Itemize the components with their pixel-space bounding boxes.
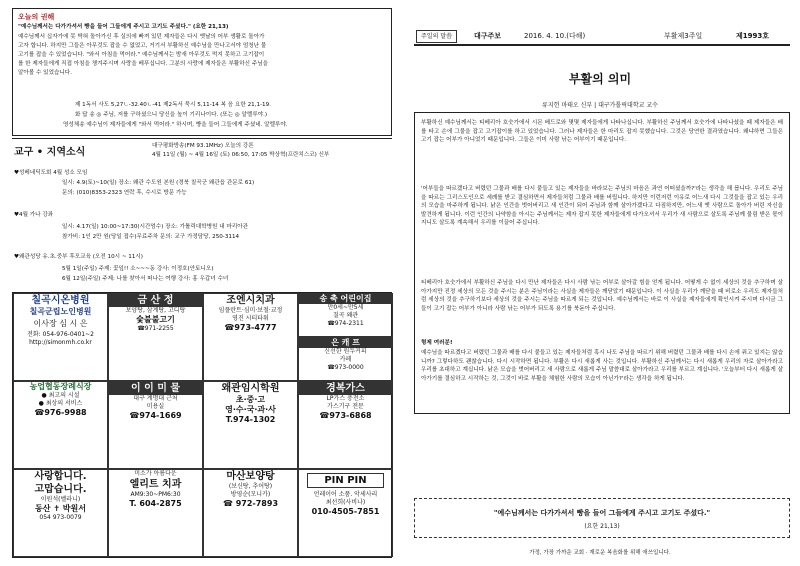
ad-geumsanjeong: 금 산 정 보양탕, 삼계탕, 고디탕 숯불불고기 ☎971-2255 (108, 293, 203, 381)
devotion-box (12, 8, 392, 136)
psalm-response: 화 답 송 ◎ 주님, 저를 구하셨으니 당신을 높이 기리나이다. (또는 ◎ 알렐루야.) (75, 112, 268, 118)
news-item-9: 6월 12일(주일) 주제: 나를 찾아서 떠나는 여행 강사: 홍 우갑녀 수녀 (62, 276, 229, 282)
ad-sion-hospital: 칠곡시온병원 칠곡군립노인병원 이사장 심 시 은 전화: 054-976-0401~2 http://simonmh.co.kr (13, 293, 108, 381)
article-p3: 티베리아 호숫가에서 부활하신 주님을 다시 만난 제자들은 다시 사람 낚는 어부로 살아갈 힘을 얻게 됩니다. 어떻게 수 없이 세상의 것을 추구하며 살아가지만 진정 세상의 모든 것을 주시는 분은 주님이라는 사실을 제자들은 깨닫았기 때문입니다. 이 사실을 우리가 깨닫을 때 비로소 우리도 제자들처럼 세상의 것을 추구하기보다 세상의 것을 주시는 주님을 따르게 되는 것입니다. 예수님께서는 바로 이 사실을 제자들에게 확인시켜 주시며 다시금 그들이 고기 잡는 어부가 아니라 사람 낚는 어부가 되도록 용기를 북돋아 주십니다. (421, 280, 783, 312)
ad-salon: 이 이 미 물 대구 계명대 근처 미용실 ☎974-1669 (108, 381, 203, 469)
ad-pinpin: PIN PIN 언레이어 소품. 악세사리 최선희(사비나) 010-4505-7851 (298, 469, 393, 557)
ad-dental-1: 조엔시치과 임플란트·심미·보철·교정 영진 시티타워 ☎973-4777 (203, 293, 298, 381)
devotion-line-4: 를 한 제자들에게 직접 아침을 챙겨주시며 사랑을 베푸십니다. 그분의 사랑에 제자들은 부활하신 주님을 (18, 61, 269, 67)
article-p1: 부활하신 예수님께서는 티베리아 호숫가에서 시몬 베드로와 몇몇 제자들에게 나타나십니다. 부활하신 주님께서 호숫가에 나타나셨을 때 제자들은 배를 타고 손에 그물을 잡고 고기잡이를 하고 있었습니다. 그러나 제자들은 한 마리도 잡지 못했습니다. 그것은 당연한 결과였습니다. 왜냐하면 그들은 고기 잡는 어부가 아니었기 때문입니다. 그들은 이미 사람 낚는 어부이기 때문입니다. (421, 120, 783, 144)
devotion-verse: "예수님께서는 다가가셔서 빵을 들어 그들에게 주시고 고기도 주셨다." (요한 21,13) (18, 24, 229, 30)
news-item-6: 참가비: 1인 2만 원(당일 접수)무료주차 문의: 교구 가정담당, 250-3114 (62, 234, 240, 240)
devotion-line-3: 고기를 잡을 수 있었습니다. "와서 아침을 먹어라." 예수님께서는 밤새 아무것도 먹지 못하고 고기잡이 (18, 52, 265, 58)
news-item-4: ♥4월 가나 강좌 (14, 212, 54, 218)
devotion-line-1: 예수님께서 십자가에 못 박혀 돌아가신 후 실의에 빠져 있던 제자들은 다시 옛날의 어부 생활로 돌아가 (18, 34, 265, 40)
footer: 가정, 가장 가까운 교회 · 재로운 복음화를 위해 애쓰입니다. (529, 550, 671, 556)
article-p4: 예수님을 따르겠다고 버렸던 그물과 배를 다시 붙들고 있는 제자들처럼 혹시 나도 주님을 따르기 위해 버렸던 그물과 배를 다시 손에 쥐고 있지는 않습니까? 그렇다하도 괜찮습니다. 다시 시작하면 됩니다. 부활은 다시 새롭게 사는 것입니다. 부활하신 주님께서는 다시 새롭게 우리의 자로 살아가라고 우리를 초대하고 계십니다. 낡은 모습을 벗어버리고 새 사람으로 새롭게 주님 말씀대로 살아가라고 우리를 부르고 계십니다. '오늘부터 다시 새롭게 살아가기를 결심하고 시작하는 것, 그것이 바로 부활을 체험한 사람의 모습이 아닌가?'라는 생각을 하게 됩니다. (421, 350, 783, 382)
quote-text: "예수님께서는 다가가셔서 빵을 들어 그들에게 주시고 고기도 주셨다." (493, 509, 711, 517)
radio-line-1: 대구평화방송(FM 93.1MHz) 오늘의 강론 (152, 143, 254, 149)
devotion-line-2: 고자 합니다. 하지만 그들은 아무것도 잡을 수 없었고, 거기서 부활하신 예수님을 만나고서야 엄청난 물 (18, 43, 267, 49)
header-week: 부활제3주일 (664, 32, 703, 40)
article-author: 류지헌 마태오 신부 | 대구가톨릭대학교 교수 (542, 102, 658, 109)
radio-line-2: 4월 11일 (월) ~ 4월 16일 (토) 06:50, 17:05 박상혁(프란치스코) 신부 (152, 152, 330, 158)
news-item-1: ♥성베네딕도회 4월 성소 모임 (14, 170, 88, 176)
right-page (400, 0, 800, 566)
header-tag: 주일의 말씀 (416, 30, 457, 43)
ad-kindergarten: 송 축 어린이집 만0세~만5세 칠곡 왜관 ☎974-2311 (298, 293, 393, 337)
article-salute: 형제 여러분! (421, 340, 453, 346)
quote-box (414, 498, 790, 538)
news-item-5: 일시: 4.17(일) 10:00~17:30(시간엄수) 장소: 가톨릭대학병원 내 마리아관 (62, 224, 249, 230)
article-p2: '어부들을 따르겠다고 버렸던 그물과 배를 다시 붙들고 있는 제자들을 바라보는 주님의 마음은 과연 어떠셨을까?'라는 생각을 해 봅니다. 우리도 주님을 따르는 그리스도인으로 세례를 받고 결심하면서 제자들처럼 그물과 배를 버립니다. 하지만 이런저런 이유로 어느새 다시 그것들을 잡고 있는 우리의 모습을 마주하게 됩니다. 낡은 인간을 벗어버리고 새 인간이 되어 주님과 함께 살아가겠다고 다짐하지만, 어느새 옛 사람으로 돌아가 버린 자신을 발견하게 됩니다. 이런 인간의 나약함을 아시는 주님께서는 제자 잡지 못한 제자들에게 다가오셔서 우리가 새 사람으로 살도록 주님께 불림 받은 몫이 지니도 살도록 계속해서 우리를 이끌어 주십니다. (421, 186, 783, 227)
news-item-2: 일시: 4.9(토)~10(일) 장소: 왜관 수도원 본원 (경북 칠곡군 왜관읍 관문로 61) (62, 180, 255, 186)
devotion-title: 오늘의 권해 (18, 13, 55, 21)
ad-thanks: 사랑합니다. 고맙습니다. 이원석(벨라니) 동산 ✝ 박원서 054 973-0079 (13, 469, 108, 557)
header-issue: 제1993호 (736, 32, 770, 40)
article-title: 부활의 의미 (568, 72, 632, 86)
ad-elite-dental: 미소가 아름다운 엘리트 치과 AM9:30~PM6:30 T. 604-2875 (108, 469, 203, 557)
header-date: 2016. 4. 10.(다해) (524, 32, 586, 40)
news-item-7: ♥왜관성당 유.초.중부 후모교육 (오전 10시 ~ 11시) (14, 254, 143, 260)
news-item-8: 5월 1일(주일) 주제: 꽃잎!! 소~~~동 강사: 이정호(안토니오) (62, 266, 214, 272)
ad-academy: 왜관임시학원 초·중·고 영·수·국·과·사 T.974-1302 (203, 381, 298, 469)
ad-masan: 마산보양탕 (보신탕, 추어탕) 방영순(모니카) ☎ 972-7893 (203, 469, 298, 557)
ad-gas: 경복가스 LP가스 충전소 가스기구 전문 ☎973-6868 (298, 381, 393, 469)
news-title: 교구 • 지역소식 (14, 147, 86, 158)
readings: 제 1독서 사도 5,27ㄴ-32.40ㄴ-41 제2독서 묵시 5,11-14 복 음 요한 21,1-19. (75, 102, 271, 108)
ad-cafe: 은 캐 프 신선한 원두커피 카페 ☎973-0000 (298, 337, 393, 381)
quote-ref: (요한 21,13) (584, 523, 620, 530)
news-item-3: 문의: (010)8353-2323 연락 후, 수시로 방문 가능 (62, 190, 187, 196)
communion-antiphon: 영성체송 예수님이 제자들에게 "와서 먹어라." 하시며, 빵을 들어 그들에게 주셨네. 알렐루야. (63, 122, 288, 128)
ad-funeral-hall: 농업협동장례식장 ● 최고의 시설 ● 최상의 서비스 ☎976-9988 (13, 381, 108, 469)
header-bar (414, 30, 790, 46)
article-box (414, 112, 790, 414)
header-diocese: 대구주보 (474, 32, 502, 40)
news-box (12, 138, 392, 290)
ads-grid (12, 292, 392, 558)
devotion-line-5: 알아볼 수 있었습니다. (18, 70, 72, 76)
